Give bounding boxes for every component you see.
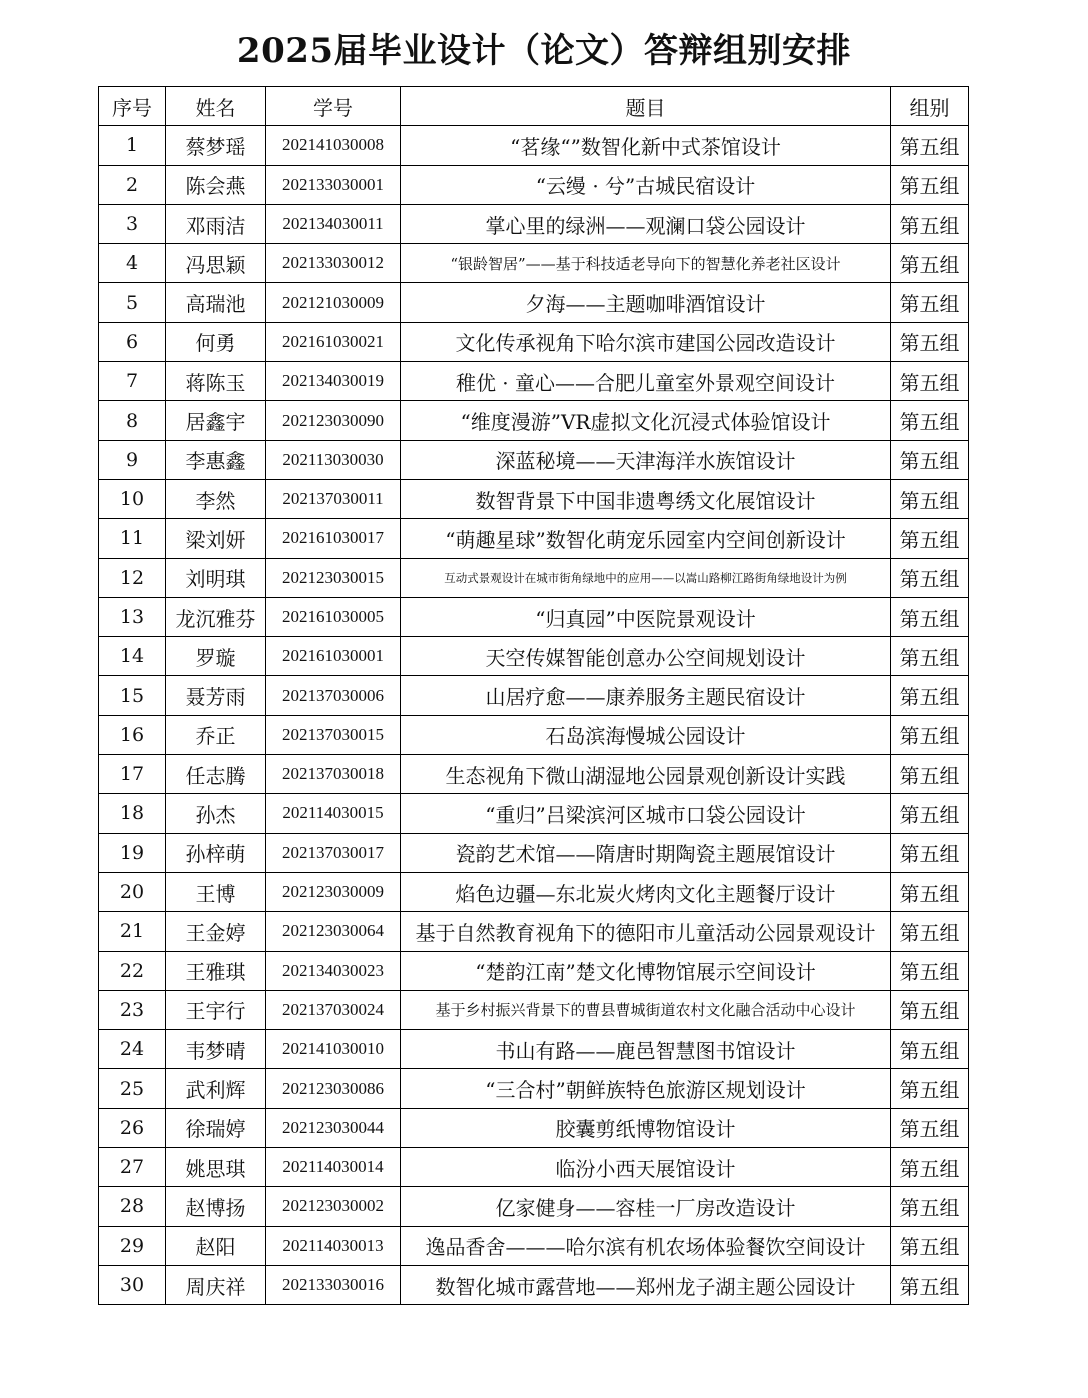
group-label: 第五组: [891, 519, 969, 558]
table-row: [99, 1069, 969, 1108]
group-label: 第五组: [891, 1108, 969, 1147]
student-id: 202137030024: [266, 990, 401, 1029]
header-group: 组别: [891, 87, 969, 126]
table-row: [99, 715, 969, 754]
row-index: 26: [99, 1108, 166, 1147]
table-row: [99, 519, 969, 558]
thesis-title: “楚韵江南”楚文化博物馆展示空间设计: [401, 951, 891, 990]
thesis-title: 夕海——主题咖啡酒馆设计: [401, 283, 891, 322]
group-label: 第五组: [891, 1069, 969, 1108]
row-index: 21: [99, 912, 166, 951]
thesis-title: 基于乡村振兴背景下的曹县曹城街道农村文化融合活动中心设计: [401, 990, 891, 1029]
student-id: 202123030086: [266, 1069, 401, 1108]
table-row: [99, 833, 969, 872]
group-label: 第五组: [891, 283, 969, 322]
student-name: 聂芳雨: [166, 676, 266, 715]
thesis-title: “归真园”中医院景观设计: [401, 597, 891, 636]
group-label: 第五组: [891, 126, 969, 165]
student-id: 202134030019: [266, 362, 401, 401]
table-row: [99, 165, 969, 204]
row-index: 12: [99, 558, 166, 597]
row-index: 2: [99, 165, 166, 204]
table-row: [99, 479, 969, 518]
group-label: 第五组: [891, 872, 969, 911]
thesis-title: “重归”吕梁滨河区城市口袋公园设计: [401, 794, 891, 833]
table-row: [99, 676, 969, 715]
group-label: 第五组: [891, 1187, 969, 1226]
student-name: 邓雨洁: [166, 204, 266, 243]
student-id: 202123030009: [266, 872, 401, 911]
thesis-title: 山居疗愈——康养服务主题民宿设计: [401, 676, 891, 715]
student-id: 202137030011: [266, 479, 401, 518]
row-index: 22: [99, 951, 166, 990]
group-label: 第五组: [891, 558, 969, 597]
thesis-title: “银龄智居”——基于科技适老导向下的智慧化养老社区设计: [401, 244, 891, 283]
student-id: 202114030015: [266, 794, 401, 833]
student-id: 202113030030: [266, 440, 401, 479]
group-label: 第五组: [891, 676, 969, 715]
row-index: 29: [99, 1226, 166, 1265]
student-name: 姚思琪: [166, 1148, 266, 1187]
student-name: 孙梓萌: [166, 833, 266, 872]
group-label: 第五组: [891, 165, 969, 204]
student-name: 刘明琪: [166, 558, 266, 597]
student-id: 202161030005: [266, 597, 401, 636]
thesis-title: 掌心里的绿洲——观澜口袋公园设计: [401, 204, 891, 243]
group-label: 第五组: [891, 1265, 969, 1304]
student-id: 202141030010: [266, 1030, 401, 1069]
header-student-id: 学号: [266, 87, 401, 126]
thesis-title: 稚优 · 童心——合肥儿童室外景观空间设计: [401, 362, 891, 401]
table-row: [99, 1265, 969, 1304]
student-id: 202114030014: [266, 1148, 401, 1187]
student-name: 陈会燕: [166, 165, 266, 204]
student-name: 王金婷: [166, 912, 266, 951]
thesis-title: “茗缘“”数智化新中式茶馆设计: [401, 126, 891, 165]
thesis-title: 互动式景观设计在城市街角绿地中的应用——以嵩山路柳江路街角绿地设计为例: [401, 558, 891, 597]
thesis-title: 深蓝秘境——天津海洋水族馆设计: [401, 440, 891, 479]
student-id: 202161030021: [266, 322, 401, 361]
student-id: 202137030018: [266, 755, 401, 794]
student-id: 202123030090: [266, 401, 401, 440]
table-row: [99, 794, 969, 833]
table-row: [99, 362, 969, 401]
thesis-title: 亿家健身——容桂一厂房改造设计: [401, 1187, 891, 1226]
student-id: 202141030008: [266, 126, 401, 165]
table-row: [99, 637, 969, 676]
student-id: 202137030015: [266, 715, 401, 754]
row-index: 4: [99, 244, 166, 283]
group-label: 第五组: [891, 440, 969, 479]
student-name: 孙杰: [166, 794, 266, 833]
table-row: [99, 1108, 969, 1147]
student-id: 202137030017: [266, 833, 401, 872]
header-title: 题目: [401, 87, 891, 126]
student-name: 居鑫宇: [166, 401, 266, 440]
thesis-title: “三合村”朝鲜族特色旅游区规划设计: [401, 1069, 891, 1108]
thesis-title: 焰色边疆—东北炭火烤肉文化主题餐厅设计: [401, 872, 891, 911]
table-row: [99, 872, 969, 911]
row-index: 11: [99, 519, 166, 558]
student-name: 李然: [166, 479, 266, 518]
row-index: 19: [99, 833, 166, 872]
row-index: 5: [99, 283, 166, 322]
group-label: 第五组: [891, 244, 969, 283]
header-index: 序号: [99, 87, 166, 126]
group-label: 第五组: [891, 755, 969, 794]
table-body: [99, 126, 969, 1305]
group-label: 第五组: [891, 204, 969, 243]
student-name: 王宇行: [166, 990, 266, 1029]
row-index: 20: [99, 872, 166, 911]
thesis-title: 书山有路——鹿邑智慧图书馆设计: [401, 1030, 891, 1069]
thesis-title: 逸品香舍———哈尔滨有机农场体验餐饮空间设计: [401, 1226, 891, 1265]
group-label: 第五组: [891, 401, 969, 440]
group-label: 第五组: [891, 715, 969, 754]
student-name: 蒋陈玉: [166, 362, 266, 401]
row-index: 23: [99, 990, 166, 1029]
table-row: [99, 597, 969, 636]
table-row: [99, 440, 969, 479]
thesis-title: 文化传承视角下哈尔滨市建国公园改造设计: [401, 322, 891, 361]
student-name: 龙沉雅芬: [166, 597, 266, 636]
group-label: 第五组: [891, 833, 969, 872]
group-label: 第五组: [891, 1148, 969, 1187]
student-id: 202123030002: [266, 1187, 401, 1226]
table-row: [99, 322, 969, 361]
student-name: 高瑞池: [166, 283, 266, 322]
group-label: 第五组: [891, 362, 969, 401]
table-row: [99, 1148, 969, 1187]
group-label: 第五组: [891, 322, 969, 361]
defense-group-table: [98, 86, 969, 1305]
table-row: [99, 990, 969, 1029]
row-index: 17: [99, 755, 166, 794]
student-name: 任志腾: [166, 755, 266, 794]
student-name: 周庆祥: [166, 1265, 266, 1304]
student-name: 罗璇: [166, 637, 266, 676]
student-name: 蔡梦瑶: [166, 126, 266, 165]
group-label: 第五组: [891, 637, 969, 676]
student-id: 202133030012: [266, 244, 401, 283]
group-label: 第五组: [891, 912, 969, 951]
student-name: 梁刘妍: [166, 519, 266, 558]
student-id: 202161030001: [266, 637, 401, 676]
thesis-title: 基于自然教育视角下的德阳市儿童活动公园景观设计: [401, 912, 891, 951]
row-index: 28: [99, 1187, 166, 1226]
table-row: [99, 204, 969, 243]
thesis-title: 生态视角下微山湖湿地公园景观创新设计实践: [401, 755, 891, 794]
thesis-title: “维度漫游”VR虚拟文化沉浸式体验馆设计: [401, 401, 891, 440]
row-index: 3: [99, 204, 166, 243]
header-name: 姓名: [166, 87, 266, 126]
row-index: 8: [99, 401, 166, 440]
table-row: [99, 755, 969, 794]
thesis-title: “萌趣星球”数智化萌宠乐园室内空间创新设计: [401, 519, 891, 558]
student-name: 赵博扬: [166, 1187, 266, 1226]
group-label: 第五组: [891, 1226, 969, 1265]
student-name: 徐瑞婷: [166, 1108, 266, 1147]
group-label: 第五组: [891, 794, 969, 833]
student-id: 202137030006: [266, 676, 401, 715]
student-name: 韦梦晴: [166, 1030, 266, 1069]
table-row: [99, 558, 969, 597]
thesis-title: 天空传媒智能创意办公空间规划设计: [401, 637, 891, 676]
page-title: 2025届毕业设计（论文）答辩组别安排: [236, 31, 852, 71]
thesis-title: 石岛滨海慢城公园设计: [401, 715, 891, 754]
student-id: 202134030011: [266, 204, 401, 243]
row-index: 16: [99, 715, 166, 754]
group-label: 第五组: [891, 479, 969, 518]
row-index: 24: [99, 1030, 166, 1069]
student-name: 何勇: [166, 322, 266, 361]
student-id: 202133030001: [266, 165, 401, 204]
table-row: [99, 951, 969, 990]
group-label: 第五组: [891, 597, 969, 636]
thesis-title: 临汾小西天展馆设计: [401, 1148, 891, 1187]
student-name: 赵阳: [166, 1226, 266, 1265]
thesis-title: 数智化城市露营地——郑州龙子湖主题公园设计: [401, 1265, 891, 1304]
row-index: 6: [99, 322, 166, 361]
row-index: 9: [99, 440, 166, 479]
student-id: 202123030015: [266, 558, 401, 597]
table-row: [99, 1030, 969, 1069]
group-label: 第五组: [891, 951, 969, 990]
thesis-title: 数智背景下中国非遗粤绣文化展馆设计: [401, 479, 891, 518]
student-name: 冯思颖: [166, 244, 266, 283]
student-id: 202161030017: [266, 519, 401, 558]
student-id: 202114030013: [266, 1226, 401, 1265]
table-row: [99, 1226, 969, 1265]
group-label: 第五组: [891, 1030, 969, 1069]
row-index: 13: [99, 597, 166, 636]
thesis-title: “云缦 · 兮”古城民宿设计: [401, 165, 891, 204]
student-name: 乔正: [166, 715, 266, 754]
student-id: 202121030009: [266, 283, 401, 322]
table-row: [99, 401, 969, 440]
row-index: 18: [99, 794, 166, 833]
table-row: [99, 283, 969, 322]
student-id: 202133030016: [266, 1265, 401, 1304]
student-name: 武利辉: [166, 1069, 266, 1108]
row-index: 10: [99, 479, 166, 518]
table-header-row: [99, 87, 969, 126]
student-id: 202123030064: [266, 912, 401, 951]
student-id: 202134030023: [266, 951, 401, 990]
student-id: 202123030044: [266, 1108, 401, 1147]
thesis-title: 瓷韵艺术馆——隋唐时期陶瓷主题展馆设计: [401, 833, 891, 872]
row-index: 25: [99, 1069, 166, 1108]
row-index: 1: [99, 126, 166, 165]
row-index: 7: [99, 362, 166, 401]
table-row: [99, 912, 969, 951]
row-index: 14: [99, 637, 166, 676]
row-index: 27: [99, 1148, 166, 1187]
thesis-title: 胶囊剪纸博物馆设计: [401, 1108, 891, 1147]
student-name: 王博: [166, 872, 266, 911]
table-row: [99, 244, 969, 283]
group-label: 第五组: [891, 990, 969, 1029]
student-name: 李惠鑫: [166, 440, 266, 479]
row-index: 15: [99, 676, 166, 715]
table-row: [99, 1187, 969, 1226]
student-name: 王雅琪: [166, 951, 266, 990]
table-row: [99, 126, 969, 165]
row-index: 30: [99, 1265, 166, 1304]
